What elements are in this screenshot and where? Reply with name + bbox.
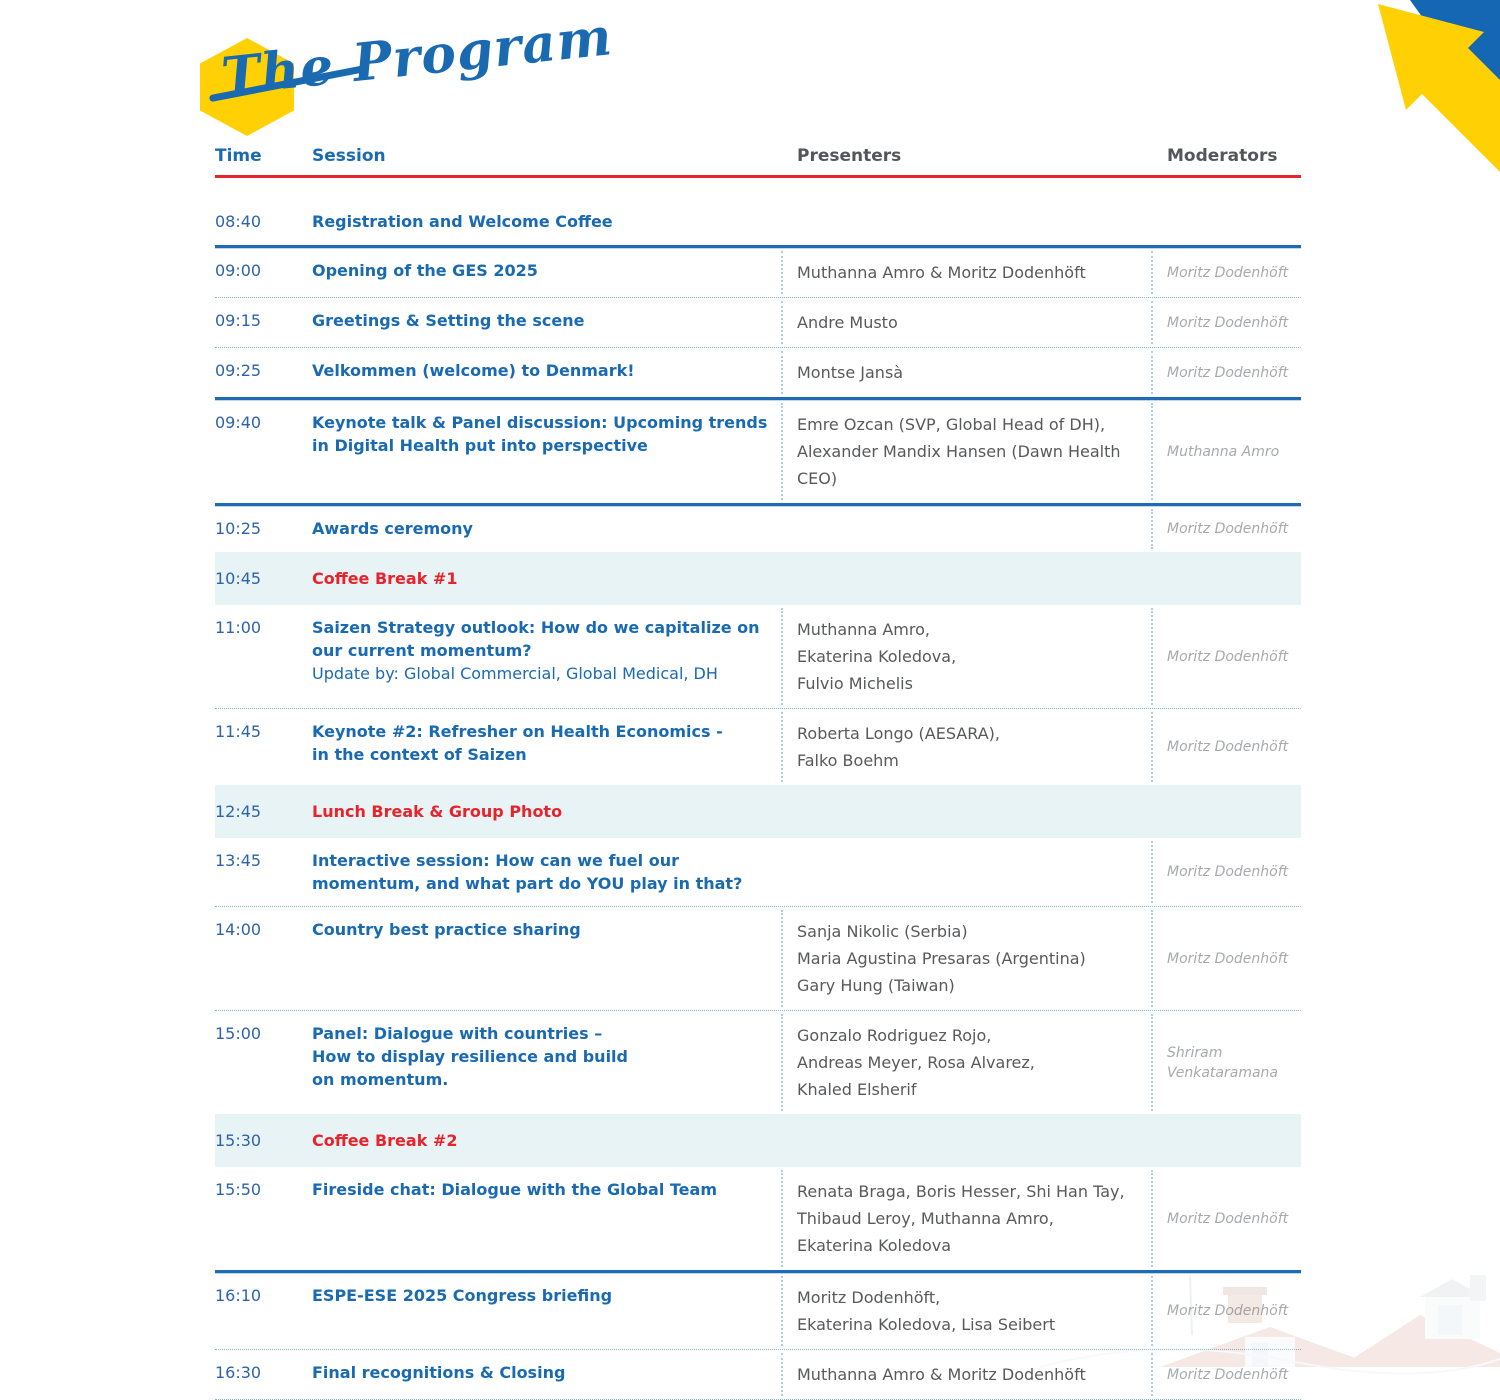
presenters-cell xyxy=(781,1022,1151,1103)
session-title xyxy=(312,411,781,492)
header-session: Session xyxy=(312,146,386,166)
session-title xyxy=(312,517,781,541)
row-time: 09:15 xyxy=(215,311,262,330)
presenter-line: Khaled Elsherif xyxy=(797,1080,917,1099)
moderator-column-divider xyxy=(1151,1014,1153,1111)
table-header-row xyxy=(215,146,1301,178)
session-title-line: Awards ceremony xyxy=(312,519,473,538)
break-label: Coffee Break #2 xyxy=(312,1131,458,1150)
presenters-cell xyxy=(781,359,1151,386)
presenter-column-divider xyxy=(781,712,783,782)
presenters-cell xyxy=(781,849,1151,895)
presenter-column-divider xyxy=(781,251,783,294)
row-time: 13:45 xyxy=(215,851,262,870)
session-title-line: on momentum. xyxy=(312,1070,449,1089)
session-row xyxy=(215,709,1301,785)
moderator-line: Moritz Dodenhöft xyxy=(1167,264,1289,281)
session-title xyxy=(312,849,781,895)
presenters-cell xyxy=(781,259,1151,286)
moderator-line: Venkataramana xyxy=(1167,1064,1279,1081)
moderator-line: Muthanna Amro xyxy=(1167,443,1280,460)
presenter-line: Alexander Mandix Hansen (Dawn Health CEO) xyxy=(797,442,1121,488)
presenter-line: Roberta Longo (AESARA), xyxy=(797,724,1000,743)
presenter-column-divider xyxy=(781,608,783,705)
moderator-column-divider xyxy=(1151,251,1153,294)
moderators-cell xyxy=(1151,210,1301,234)
page-title: The Program xyxy=(218,6,616,108)
moderators-cell xyxy=(1151,616,1301,697)
presenter-line: Sanja Nikolic (Serbia) xyxy=(797,922,968,941)
moderators-cell xyxy=(1151,259,1301,286)
session-row xyxy=(215,605,1301,709)
moderators-cell xyxy=(1151,517,1301,541)
presenters-cell xyxy=(781,720,1151,774)
session-row xyxy=(215,400,1301,506)
presenter-line: Gary Hung (Taiwan) xyxy=(797,976,955,995)
moderator-line: Moritz Dodenhöft xyxy=(1167,1303,1289,1319)
row-time: 12:45 xyxy=(215,802,262,821)
presenter-line: Muthanna Amro & Moritz Dodenhöft xyxy=(797,1365,1086,1384)
presenter-line: Muthanna Amro & Moritz Dodenhöft xyxy=(797,263,1086,282)
moderator-column-divider xyxy=(1151,910,1153,1007)
break-label: Coffee Break #1 xyxy=(312,569,458,588)
presenters-cell xyxy=(781,616,1151,697)
session-title-line: Country best practice sharing xyxy=(312,920,581,939)
moderators-cell xyxy=(1151,849,1301,895)
presenter-line: Fulvio Michelis xyxy=(797,674,913,693)
presenter-column-divider xyxy=(781,910,783,1007)
moderator-line: Moritz Dodenhöft xyxy=(1167,364,1289,381)
presenter-line: Muthanna Amro, xyxy=(797,620,930,639)
session-title xyxy=(312,1022,781,1103)
session-title-line: Keynote #2: Refresher on Health Economics - xyxy=(312,722,723,741)
presenter-line: Emre Ozcan (SVP, Global Head of DH), xyxy=(797,415,1106,434)
session-title-line: Panel: Dialogue with countries – xyxy=(312,1024,603,1043)
moderator-column-divider xyxy=(1151,301,1153,344)
moderator-column-divider xyxy=(1151,351,1153,394)
moderator-column-divider xyxy=(1151,403,1153,500)
moderator-line: Shriram xyxy=(1167,1044,1223,1061)
row-time: 16:10 xyxy=(215,1286,262,1305)
moderator-line: Moritz Dodenhöft xyxy=(1167,1210,1289,1227)
session-subtitle: Update by: Global Commercial, Global Medical, DH xyxy=(312,664,718,683)
moderator-line: Moritz Dodenhöft xyxy=(1167,521,1289,537)
session-title-line: Velkommen (welcome) to Denmark! xyxy=(312,361,635,380)
header-time: Time xyxy=(215,146,262,166)
moderator-line: Moritz Dodenhöft xyxy=(1167,648,1289,665)
session-row xyxy=(215,348,1301,400)
break-row xyxy=(215,1114,1301,1167)
presenter-column-divider xyxy=(781,301,783,344)
session-title-line: Registration and Welcome Coffee xyxy=(312,212,613,231)
schedule-table xyxy=(215,146,1301,1400)
program-logo xyxy=(200,6,620,146)
session-title-line: Greetings & Setting the scene xyxy=(312,311,585,330)
presenters-cell xyxy=(781,918,1151,999)
presenter-column-divider xyxy=(781,1014,783,1111)
presenter-line: Maria Agustina Presaras (Argentina) xyxy=(797,949,1086,968)
row-time: 11:00 xyxy=(215,618,262,637)
session-title-line: in Digital Health put into perspective xyxy=(312,436,648,455)
break-row xyxy=(215,552,1301,605)
presenter-line: Andre Musto xyxy=(797,313,898,332)
presenter-column-divider xyxy=(781,1353,783,1396)
moderator-line: Moritz Dodenhöft xyxy=(1167,1366,1289,1383)
presenter-column-divider xyxy=(781,1276,783,1346)
session-title xyxy=(312,720,781,774)
presenter-line: Gonzalo Rodriguez Rojo, xyxy=(797,1026,992,1045)
moderator-line: Moritz Dodenhöft xyxy=(1167,950,1289,967)
session-row xyxy=(215,506,1301,552)
session-title-line: Saizen Strategy outlook: How do we capitalize on xyxy=(312,618,760,637)
session-title xyxy=(312,1284,781,1338)
row-time: 09:25 xyxy=(215,361,262,380)
presenter-line: Andreas Meyer, Rosa Alvarez, xyxy=(797,1053,1035,1072)
moderator-column-divider xyxy=(1151,841,1153,903)
session-title-line: Opening of the GES 2025 xyxy=(312,261,538,280)
presenters-cell xyxy=(781,210,1151,234)
row-time: 15:30 xyxy=(215,1131,262,1150)
header-presenters: Presenters xyxy=(797,146,902,166)
presenters-cell xyxy=(781,1178,1151,1259)
session-title-line: ESPE-ESE 2025 Congress briefing xyxy=(312,1286,613,1305)
session-title-line: Interactive session: How can we fuel our xyxy=(312,851,679,870)
session-row xyxy=(215,1011,1301,1114)
session-row xyxy=(215,1167,1301,1273)
row-time: 10:45 xyxy=(215,569,262,588)
session-title-line: How to display resilience and build xyxy=(312,1047,628,1066)
session-title xyxy=(312,1361,781,1388)
presenter-line: Falko Boehm xyxy=(797,751,899,770)
rooftops-photo xyxy=(1040,1275,1500,1367)
presenter-line: Renata Braga, Boris Hesser, Shi Han Tay, xyxy=(797,1182,1125,1201)
row-time: 14:00 xyxy=(215,920,262,939)
moderators-cell xyxy=(1151,359,1301,386)
moderators-cell xyxy=(1151,411,1301,492)
session-row xyxy=(215,298,1301,348)
moderators-cell xyxy=(1151,720,1301,774)
presenters-cell xyxy=(781,517,1151,541)
row-time: 15:00 xyxy=(215,1024,262,1043)
row-time: 09:00 xyxy=(215,261,262,280)
moderator-line: Moritz Dodenhöft xyxy=(1167,864,1289,880)
presenter-line: Ekaterina Koledova, Lisa Seibert xyxy=(797,1315,1056,1334)
presenter-column-divider xyxy=(781,403,783,500)
row-time: 09:40 xyxy=(215,413,262,432)
session-row xyxy=(215,907,1301,1011)
session-row xyxy=(215,199,1301,248)
session-title-line: Fireside chat: Dialogue with the Global Team xyxy=(312,1180,717,1199)
moderator-column-divider xyxy=(1151,712,1153,782)
moderator-line: Moritz Dodenhöft xyxy=(1167,739,1289,755)
moderator-column-divider xyxy=(1151,608,1153,705)
presenter-line: Montse Jansà xyxy=(797,363,904,382)
session-title xyxy=(312,918,781,999)
header-moderators: Moderators xyxy=(1167,146,1278,166)
moderators-cell xyxy=(1151,309,1301,336)
session-title-line: Keynote talk & Panel discussion: Upcoming trends xyxy=(312,413,768,432)
session-title xyxy=(312,259,781,286)
session-row xyxy=(215,248,1301,298)
presenter-line: Moritz Dodenhöft, xyxy=(797,1288,941,1307)
row-time: 08:40 xyxy=(215,212,262,231)
corner-arrow-decoration xyxy=(1290,0,1500,260)
moderators-cell xyxy=(1151,918,1301,999)
row-time: 10:25 xyxy=(215,519,262,538)
row-time: 16:30 xyxy=(215,1363,262,1382)
row-time: 15:50 xyxy=(215,1180,262,1199)
presenter-column-divider xyxy=(781,1170,783,1267)
moderator-column-divider xyxy=(1151,509,1153,549)
presenter-column-divider xyxy=(781,351,783,394)
session-title xyxy=(312,309,781,336)
session-title-line: Final recognitions & Closing xyxy=(312,1363,566,1382)
session-title-line: our current momentum? xyxy=(312,641,532,660)
moderators-cell xyxy=(1151,1022,1301,1103)
presenter-line: Ekaterina Koledova, xyxy=(797,647,957,666)
session-row xyxy=(215,838,1301,907)
session-title-line: in the context of Saizen xyxy=(312,745,527,764)
presenter-line: Thibaud Leroy, Muthanna Amro, xyxy=(797,1209,1054,1228)
moderators-cell xyxy=(1151,1178,1301,1259)
session-title xyxy=(312,210,781,234)
presenters-cell xyxy=(781,411,1151,492)
session-title xyxy=(312,616,781,697)
moderator-column-divider xyxy=(1151,1170,1153,1267)
session-title-line: momentum, and what part do YOU play in that? xyxy=(312,874,743,893)
row-time: 11:45 xyxy=(215,722,262,741)
presenters-cell xyxy=(781,309,1151,336)
moderator-line: Moritz Dodenhöft xyxy=(1167,314,1289,331)
session-title xyxy=(312,1178,781,1259)
break-label: Lunch Break & Group Photo xyxy=(312,802,563,821)
break-row xyxy=(215,785,1301,838)
presenter-line: Ekaterina Koledova xyxy=(797,1236,952,1255)
session-title xyxy=(312,359,781,386)
table-body xyxy=(215,199,1301,1400)
